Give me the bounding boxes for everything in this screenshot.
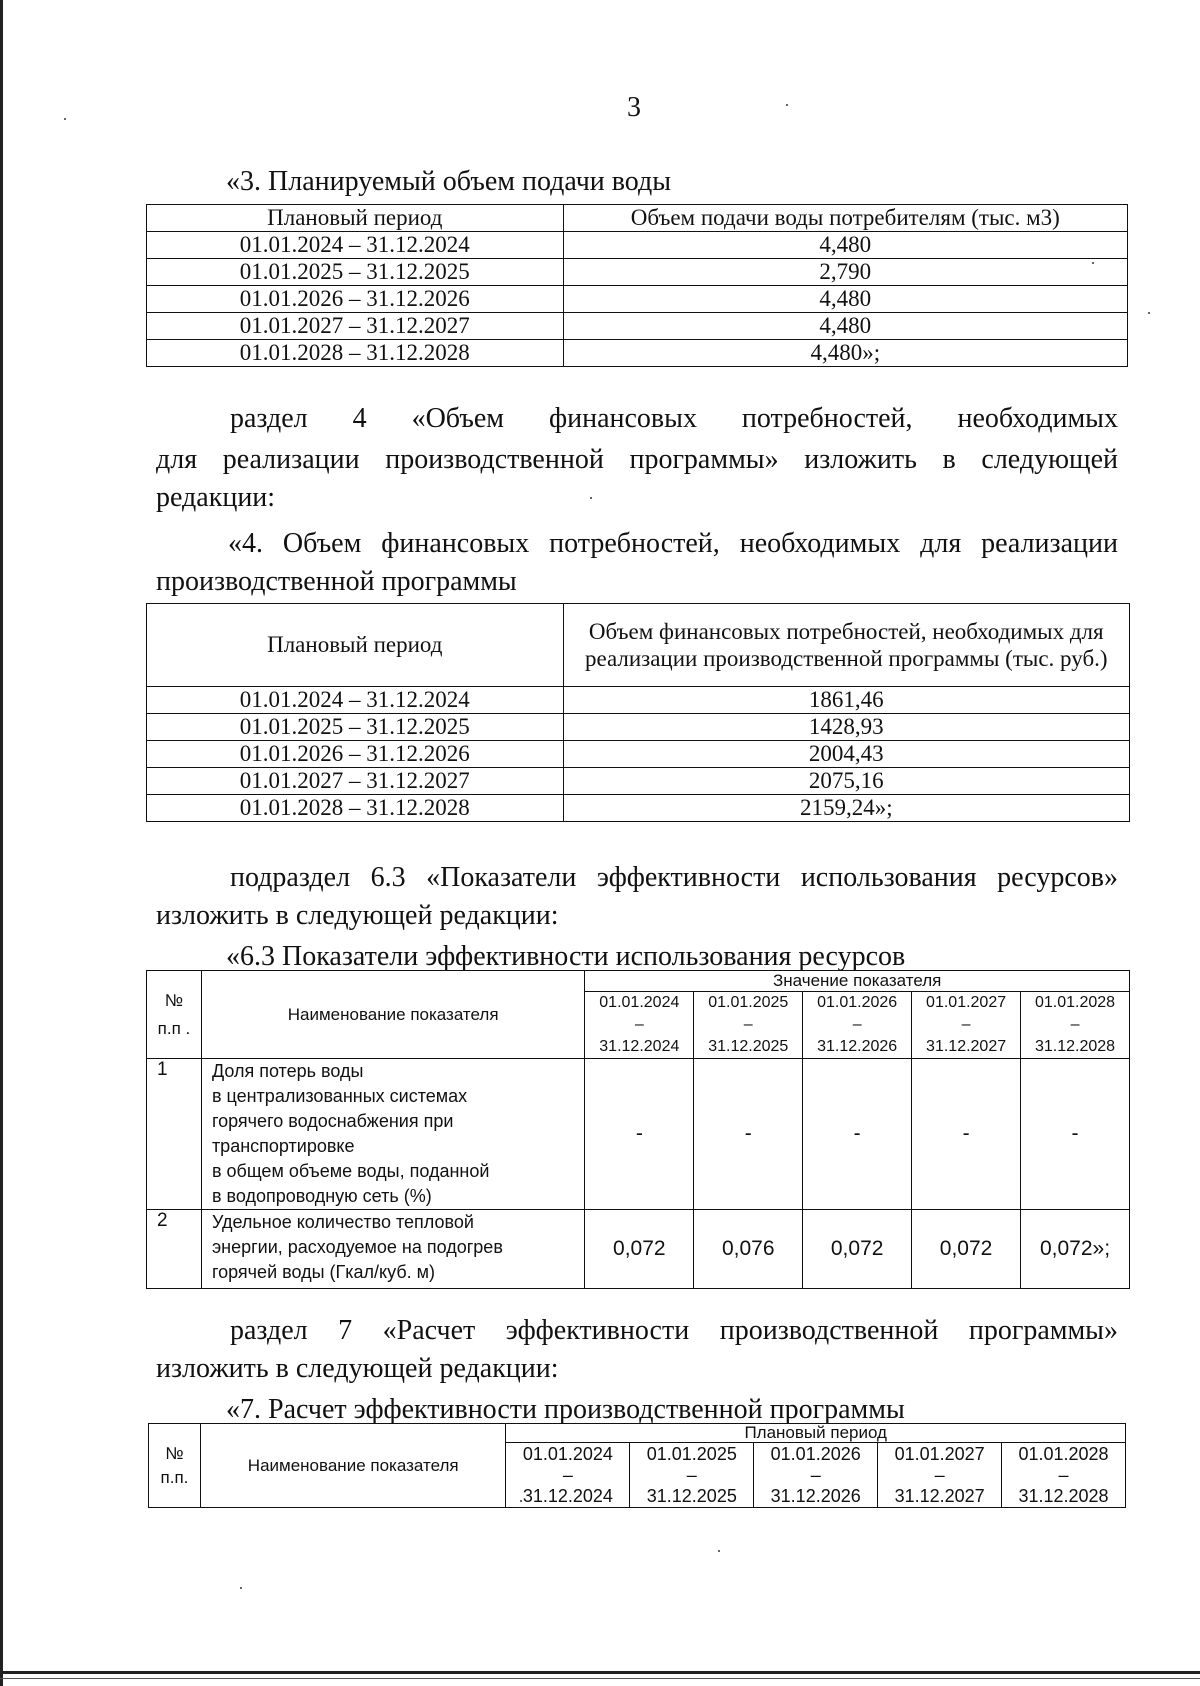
- table-row: [147, 313, 1128, 340]
- word: раздел: [230, 403, 308, 434]
- scan-speck: [240, 1587, 242, 1589]
- period-dash: –: [934, 1464, 945, 1485]
- scan-border-left: [0, 0, 3, 1686]
- header-number: № п.п.: [149, 1424, 201, 1508]
- scan-border-bottom: [0, 1671, 1200, 1674]
- value-cell: 4,480: [563, 232, 1127, 259]
- program-efficiency-table: [148, 1423, 1126, 1508]
- indicator-value: -: [694, 1059, 803, 1210]
- indicator-name-line: в водопроводную сеть (%): [211, 1186, 432, 1206]
- indicator-value: 0,072»;: [1021, 1210, 1130, 1289]
- header-planned-period: Плановый период: [506, 1424, 1126, 1443]
- section4-title-line2: производственной программы: [156, 566, 517, 597]
- word: потребностей,: [741, 403, 913, 434]
- period-cell: 01.01.2025 – 31.12.2025: [147, 259, 564, 286]
- table-row: [147, 714, 1130, 741]
- period-cell: 01.01.2025 – 31.12.2025: [147, 714, 564, 741]
- indicator-value: 0,072: [585, 1210, 694, 1289]
- paragraph2-line2: изложить в следующей редакции:: [156, 900, 559, 931]
- indicator-name-line: транспортировке: [211, 1136, 355, 1156]
- indicator-name-line: горячей воды (Гкал/куб. м): [211, 1262, 436, 1282]
- value-cell: 4,480: [563, 286, 1127, 313]
- period-cell: 01.01.2028 – 31.12.2028: [147, 795, 564, 822]
- table-row: [147, 1210, 1130, 1289]
- period-header: [694, 992, 803, 1059]
- page-number: 3: [627, 92, 641, 123]
- period-end: 31.12.2027: [926, 1038, 1007, 1055]
- value-cell: 4,480»;: [563, 340, 1127, 367]
- period-start: 01.01.2026: [770, 1443, 861, 1464]
- row-number: 2: [147, 1210, 202, 1289]
- period-end: 31.12.2024: [599, 1038, 680, 1055]
- period-end: 31.12.2027: [894, 1485, 985, 1506]
- period-start: 01.01.2025: [708, 994, 789, 1011]
- period-start: 01.01.2026: [817, 994, 898, 1011]
- value-cell: 1428,93: [563, 714, 1129, 741]
- period-header: [506, 1443, 630, 1508]
- paragraph3-line1: раздел 7 «Расчет эффективности производственной программы»: [230, 1315, 1118, 1346]
- period-end: 31.12.2025: [646, 1485, 737, 1506]
- scan-speck: [1092, 262, 1094, 264]
- header-indicator-value: Значение показателя: [585, 971, 1130, 992]
- period-header: [878, 1443, 1002, 1508]
- period-end: 31.12.2028: [1034, 1038, 1116, 1055]
- period-start: 01.01.2028: [1018, 1443, 1109, 1464]
- indicator-name-line: Доля потерь воды: [211, 1061, 364, 1081]
- indicator-name: [201, 1210, 584, 1289]
- period-dash: –: [634, 1016, 644, 1033]
- period-cell: 01.01.2024 – 31.12.2024: [147, 687, 564, 714]
- scan-speck: [520, 1500, 522, 1502]
- table-header-row: [149, 1424, 1126, 1443]
- table-row: [147, 259, 1128, 286]
- period-cell: 01.01.2026 – 31.12.2026: [147, 741, 564, 768]
- scan-speck: [64, 118, 66, 120]
- paragraph2-line1: подраздел 6.3 «Показатели эффективности использования ресурсов»: [230, 862, 1118, 893]
- period-end: 31.12.2026: [770, 1485, 861, 1506]
- table-row: [147, 741, 1130, 768]
- indicator-value: 0,076: [694, 1210, 803, 1289]
- section63-title: «6.3 Показатели эффективности использования ресурсов: [226, 941, 906, 972]
- indicator-value: -: [1021, 1059, 1130, 1210]
- indicator-name: [201, 1059, 584, 1210]
- period-dash: –: [562, 1464, 573, 1485]
- section4-title-line1: «4. Объем финансовых потребностей, необходимых для реализации: [228, 528, 1118, 559]
- period-start: 01.01.2024: [599, 994, 680, 1011]
- value-cell: 2,790: [563, 259, 1127, 286]
- header-volume: Объем подачи воды потребителям (тыс. м3): [563, 205, 1127, 232]
- header-period: Плановый период: [147, 205, 564, 232]
- table-row: [147, 286, 1128, 313]
- indicator-value: 0,072: [803, 1210, 912, 1289]
- indicator-value: 0,072: [912, 1210, 1021, 1289]
- period-dash: –: [743, 1016, 753, 1033]
- period-end: 31.12.2025: [708, 1038, 789, 1055]
- period-end: 31.12.2026: [817, 1038, 898, 1055]
- paragraph1-rest: [156, 441, 1118, 517]
- water-supply-table: [146, 204, 1128, 367]
- word: необходимых: [957, 403, 1118, 434]
- value-cell: 2004,43: [563, 741, 1129, 768]
- indicator-name-line: горячего водоснабжения при: [211, 1111, 454, 1131]
- scan-speck: [786, 104, 788, 106]
- word: 4: [352, 403, 367, 434]
- paragraph1-line1: [230, 403, 1118, 435]
- period-cell: 01.01.2028 – 31.12.2028: [147, 340, 564, 367]
- header-indicator-name: Наименование показателя: [201, 971, 584, 1059]
- indicator-name-line: в общем объеме воды, поданной: [211, 1161, 490, 1181]
- paragraph3: [156, 1312, 1118, 1388]
- period-dash: –: [686, 1464, 697, 1485]
- paragraph1-line2: для реализации производственной программы» изложить в следующей: [156, 444, 1118, 475]
- header-financial: Объем финансовых потребностей, необходимых для реализации производственной программы (тыс. руб.): [563, 604, 1129, 687]
- value-cell: 4,480: [563, 313, 1127, 340]
- period-header: [912, 992, 1021, 1059]
- period-header: [754, 1443, 878, 1508]
- period-dash: –: [961, 1016, 971, 1033]
- period-start: 01.01.2027: [926, 994, 1007, 1011]
- period-start: 01.01.2025: [646, 1443, 737, 1464]
- efficiency-indicators-table: [146, 970, 1130, 1289]
- scan-speck: [590, 497, 592, 499]
- header-number: № п.п .: [147, 971, 202, 1059]
- period-end: 31.12.2024: [522, 1485, 613, 1506]
- paragraph2: [156, 859, 1118, 935]
- indicator-value: -: [803, 1059, 912, 1210]
- paragraph3-line2: изложить в следующей редакции:: [156, 1353, 559, 1384]
- table-row: [147, 795, 1130, 822]
- table-row: [147, 768, 1130, 795]
- table-header-row: [147, 604, 1130, 687]
- period-header: [585, 992, 694, 1059]
- table-row: [147, 232, 1128, 259]
- period-header: [630, 1443, 754, 1508]
- indicator-value: -: [912, 1059, 1021, 1210]
- period-header: [1002, 1443, 1126, 1508]
- period-dash: –: [810, 1464, 821, 1485]
- value-cell: 1861,46: [563, 687, 1129, 714]
- table-header-row: [147, 205, 1128, 232]
- value-cell: 2159,24»;: [563, 795, 1129, 822]
- scan-speck: [718, 1550, 720, 1552]
- period-cell: 01.01.2024 – 31.12.2024: [147, 232, 564, 259]
- period-start: 01.01.2027: [894, 1443, 985, 1464]
- scan-border-bottom-inner: [0, 1678, 1200, 1679]
- table-row: [147, 1059, 1130, 1210]
- period-dash: –: [852, 1016, 862, 1033]
- financial-needs-table: [146, 603, 1130, 822]
- table-row: [147, 340, 1128, 367]
- paragraph1-line3: редакции:: [156, 482, 276, 513]
- word: финансовых: [548, 403, 697, 434]
- table-header-row: [147, 971, 1130, 992]
- period-cell: 01.01.2026 – 31.12.2026: [147, 286, 564, 313]
- indicator-name-line: в централизованных системах: [211, 1086, 468, 1106]
- header-period: Плановый период: [147, 604, 564, 687]
- word: «Объем: [411, 403, 504, 434]
- period-header: [803, 992, 912, 1059]
- period-start: 01.01.2028: [1034, 994, 1116, 1011]
- period-cell: 01.01.2027 – 31.12.2027: [147, 768, 564, 795]
- indicator-value: -: [585, 1059, 694, 1210]
- period-header: [1021, 992, 1130, 1059]
- section4-title: [156, 525, 1118, 601]
- section3-title: «3. Планируемый объем подачи воды: [226, 166, 672, 197]
- section7-title: «7. Расчет эффективности производственной программы: [226, 1394, 905, 1425]
- scan-speck: [1148, 312, 1150, 314]
- indicator-name-line: Удельное количество тепловой: [211, 1212, 474, 1232]
- value-cell: 2075,16: [563, 768, 1129, 795]
- period-dash: –: [1058, 1464, 1069, 1485]
- table-row: [147, 687, 1130, 714]
- period-dash: –: [1070, 1016, 1080, 1033]
- row-number: 1: [147, 1059, 202, 1210]
- period-cell: 01.01.2027 – 31.12.2027: [147, 313, 564, 340]
- indicator-name-line: энергии, расходуемое на подогрев: [211, 1237, 503, 1257]
- header-indicator-name: Наименование показателя: [200, 1424, 505, 1508]
- period-start: 01.01.2024: [522, 1443, 613, 1464]
- period-end: 31.12.2028: [1018, 1485, 1109, 1506]
